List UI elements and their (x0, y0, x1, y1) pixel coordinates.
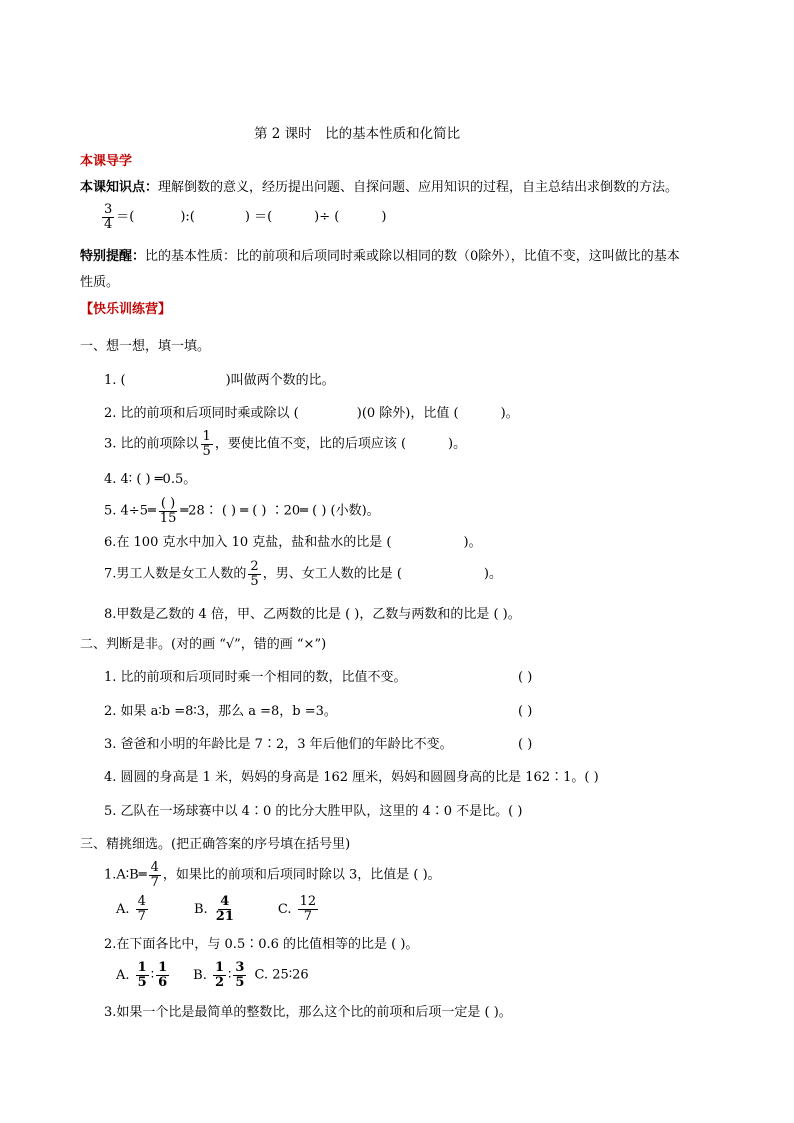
q2-option-a: A. $\frac{1}{5}$ ∶ $\frac{1}{6}$ (116, 960, 168, 990)
sec3-q1: 1.A∶B═ $\frac{4}{7}$ ，如果比的前项和后项同时除以 3，比值是 ( )。 (104, 860, 441, 890)
sec2-paren-1: ( ) (518, 670, 533, 685)
q7-fraction: $\frac{2}{5}$ (250, 559, 259, 589)
sec3-q3: 3.如果一个比是最简单的整数比，那么这个比的前项和后项一定是 ( )。 (104, 1005, 512, 1020)
page-title: 第 2 课时 比的基本性质和化简比 (254, 126, 461, 142)
sec1-q6: 6.在 100 克水中加入 10 克盐，盐和盐水的比是 ( )。 (104, 535, 482, 550)
sec2-item-2: 2. 如果 a∶b =8∶3，那么 a =8，b =3。 (104, 704, 337, 719)
tip-line (80, 250, 680, 263)
tip-text: 比的基本性质：比的前项和后项同时乘或除以相同的数（0除外），比值不变，这叫做比的基本 (145, 249, 680, 264)
tip-label: 特别提醒： (80, 249, 146, 264)
q2-option-b: B. $\frac{1}{2}$ ∶ $\frac{3}{5}$ (193, 960, 245, 990)
sec1-q8: 8.甲数是乙数的 4 倍，甲、乙两数的比是 ( )，乙数与两数和的比是 ( )。 (104, 607, 521, 622)
q3-fraction: $\frac{1}{5}$ (202, 429, 211, 459)
sec2-heading: 二、判断是非。(对的画 “√”，错的画 “×”) (80, 637, 327, 652)
eq-denominator: 4 (104, 216, 113, 232)
sec1-q1: 1. ( )叫做两个数的比。 (104, 373, 335, 388)
knowledge-label: 本课知识点： (80, 180, 159, 195)
sec1-q4: 4. 4∶ ( ) ═0.5。 (104, 472, 197, 487)
q2-option-c: C. 25∶26 (254, 967, 309, 983)
guide-heading: 本课导学 (80, 154, 133, 169)
eq-part-e: ) (381, 209, 387, 225)
knowledge-text: 理解倒数的意义，经历提出问题、自探问题、应用知识的过程，自主总结出求倒数的方法。 (158, 180, 679, 195)
sec1-heading: 一、想一想，填一填。 (80, 339, 211, 354)
sec2-item-1: 1. 比的前项和后项同时乘一个相同的数，比值不变。 (104, 670, 407, 685)
sec1-q3: 3. 比的前项除以 $\frac{1}{5}$ ，要使比值不变，比的后项应该 ( )。 (104, 429, 467, 459)
option-c: C. $\frac{12}{7}$ (277, 894, 317, 924)
sec3-q1-fraction: $\frac{4}{7}$ (150, 860, 159, 890)
eq-part-d: )÷ ( (314, 209, 340, 225)
tip-text-cont: 性质。 (80, 275, 120, 290)
sec2-item-4: 4. 圆圆的身高是 1 米，妈妈的身高是 162 厘米，妈妈和圆圆身高的比是 162∶1。( ) (104, 770, 599, 785)
sec1-q5: 5. 4÷5═ $\frac{( )}{15}$ ═28∶ ( ) ═ ( ) ∶20═ ( ) (小数)。 (104, 496, 380, 526)
sec3-heading: 三、精挑细选。(把正确答案的序号填在括号里) (80, 837, 351, 852)
eq-part-b: ):( (180, 209, 195, 225)
eq-numerator: 3 (104, 202, 113, 217)
q5-fraction: $\frac{( )}{15}$ (159, 496, 177, 526)
sec2-paren-3: ( ) (518, 737, 533, 752)
sec3-q1-options (116, 895, 320, 923)
eq-part-c: ) ＝( (244, 209, 273, 225)
sec3-q2-options (116, 961, 309, 989)
sec2-paren-2: ( ) (518, 704, 533, 719)
sec1-q7: 7.男工人数是女工人数的 $\frac{2}{5}$ ，男、女工人数的比是 ( )。 (104, 559, 502, 589)
knowledge-line (80, 181, 678, 194)
option-b: B. $\frac{4}{21}$ (193, 894, 234, 924)
eq-part-a: ＝( (116, 209, 135, 225)
equation-line (100, 203, 386, 231)
sec3-q2: 2.在下面各比中，与 0.5∶0.6 的比值相等的比是 ( )。 (104, 937, 419, 952)
camp-heading: 【快乐训练营】 (80, 302, 172, 317)
option-a: A. $\frac{4}{7}$ (116, 894, 146, 924)
sec1-q2: 2. 比的前项和后项同时乘或除以 ( )(0 除外)，比值 ( )。 (104, 406, 519, 421)
sec2-item-3: 3. 爸爸和小明的年龄比是 7∶2，3 年后他们的年龄比不变。 (104, 737, 453, 752)
sec2-item-5: 5. 乙队在一场球赛中以 4∶0 的比分大胜甲队，这里的 4∶0 不是比。( ) (104, 804, 523, 819)
eq-fraction (102, 203, 114, 231)
